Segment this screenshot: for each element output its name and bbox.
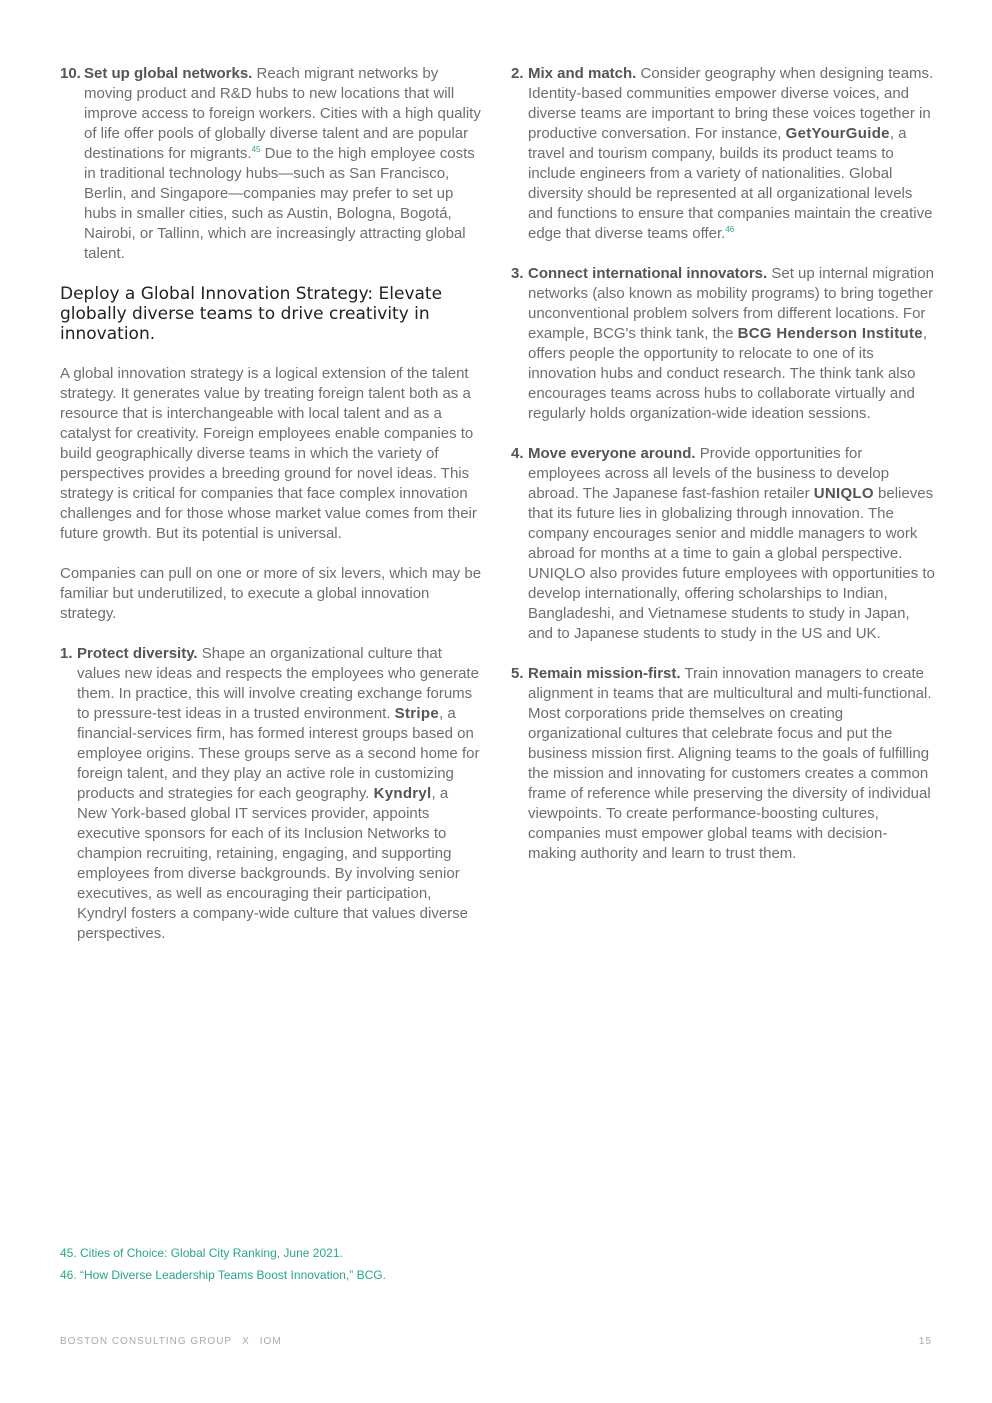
right-column	[511, 64, 935, 884]
item-number: 2.	[511, 65, 524, 82]
item-body	[77, 644, 482, 944]
item-text: , offers people the opportunity to relocate to one of its innovation hubs and conduct research. The think tank also encourages teams across hubs to collaborate virtually and regularly holds organization-wide ideation sessions.	[528, 325, 928, 422]
company-name: UNIQLO	[813, 485, 874, 502]
footer-publisher: BOSTON CONSULTING GROUP	[60, 1336, 233, 1347]
page-footer	[60, 1332, 932, 1352]
item-text: Set up internal migration networks (also known as mobility programs) to bring together unconventional problem solvers from different locations. For example, BCG's think tank, the	[528, 265, 934, 342]
footnotes	[60, 1245, 386, 1289]
item-text: , a New York-based global IT services provider, appoints executive sponsors for each of its Inclusion Networks to champion recruiting, retaining, engaging, and supporting employees from diverse backgrounds. By involving senior executives, as well as encouraging their participation, Kyndryl fosters a company-wide culture that values diverse perspectives.	[77, 785, 469, 942]
company-name: GetYourGuide	[785, 125, 890, 142]
item-number: 5.	[511, 665, 524, 682]
item-body	[528, 264, 935, 424]
item-lead: Move everyone around.	[528, 445, 696, 462]
footnote-ref-46[interactable]: 46	[725, 225, 735, 234]
list-item-10	[60, 64, 482, 264]
item-text: Due to the high employee costs in traditional technology hubs—such as San Francisco, Berlin, and Singapore—companies may prefer to set up hubs in smaller cities, such as Austin, Bologna, Bogotá, Nairobi, or Tallinn, which are increasingly attracting global talent.	[84, 145, 475, 262]
item-lead: Remain mission-first.	[528, 665, 681, 682]
item-text: Reach migrant networks by moving product and R&D hubs to new locations that will improve access to foreign workers. Cities with a high quality of life offer pools of globally diverse talent and are popular destinations for migrants.	[84, 65, 481, 162]
item-number: 1.	[60, 645, 73, 662]
footnote-ref-45[interactable]: 45	[251, 145, 261, 154]
item-text: , a financial-services firm, has formed interest groups based on employee origins. These groups serve as a second home for foreign talent, and they play an active role in customizing products and strategies for each geography.	[77, 705, 480, 802]
item-text: , a travel and tourism company, builds its product teams to include engineers from a variety of nationalities. Global diversity should be represented at all organizational levels and functions to ensure that companies maintain the creative edge that diverse teams offer.	[528, 125, 933, 242]
item-body	[528, 444, 935, 644]
item-lead: Mix and match.	[528, 65, 637, 82]
page-number: 15	[918, 1336, 932, 1347]
levers-paragraph: Companies can pull on one or more of six levers, which may be familiar but underutilized, to execute a global innovation strategy.	[60, 565, 482, 622]
item-text: Train innovation managers to create alignment in teams that are multicultural and multi-functional. Most corporations pride themselves on creating organizational cultures that celebrate focus and put the business mission first. Aligning teams to the goals of fulfilling the mission and innovating for customers creates a common frame of reference while preserving the diversity of individual viewpoints. To create performance-boosting cultures, companies must empower global teams with decision-making authority and learn to trust them.	[528, 665, 932, 862]
item-body	[528, 64, 935, 244]
item-text: Provide opportunities for employees across all levels of the business to develop abroad. The Japanese fast-fashion retailer	[528, 445, 890, 502]
list-item-1	[60, 644, 482, 944]
left-column	[60, 64, 482, 964]
item-number: 3.	[511, 265, 524, 282]
item-body	[84, 64, 482, 264]
footnote-46[interactable]: 46. “How Diverse Leadership Teams Boost Innovation,” BCG.	[60, 1268, 386, 1282]
list-item-3	[511, 264, 935, 424]
item-number: 10.	[60, 65, 81, 82]
intro-paragraph: A global innovation strategy is a logical extension of the talent strategy. It generates value by treating foreign talent both as a resource that is interchangeable with local talent and as a catalyst for creativity. Foreign employees enable companies to build geographically diverse teams in which the variety of perspectives provides a breeding ground for novel ideas. This strategy is critical for companies that face complex innovation challenges and for those whose market value comes from their future growth. But its potential is universal.	[60, 365, 477, 542]
footer-separator: X	[242, 1336, 250, 1347]
item-text: believes that its future lies in globalizing through innovation. The company encourages senior and middle managers to work abroad for months at a time to gain a global perspective. UNIQLO also provides future employees with opportunities to develop internationally, offering scholarships to Indian, Bangladeshi, and Vietnamese students to study in Japan, and to Japanese students to study in the US and UK.	[528, 485, 935, 642]
section-heading: Deploy a Global Innovation Strategy: Elevate globally diverse teams to drive creativity in innovation.	[60, 284, 443, 344]
list-item-4	[511, 444, 935, 644]
company-name: Kyndryl	[373, 785, 432, 802]
item-lead: Protect diversity.	[77, 645, 198, 662]
company-name: BCG Henderson Institute	[737, 325, 923, 342]
item-body	[528, 664, 935, 864]
list-item-5	[511, 664, 935, 864]
item-text: Shape an organizational culture that values new ideas and respects the employees who generate them. In practice, this will involve creating exchange forums to pressure-test ideas in a trusted environment.	[77, 645, 479, 722]
item-number: 4.	[511, 445, 524, 462]
footnote-45[interactable]: 45. Cities of Choice: Global City Ranking, June 2021.	[60, 1246, 343, 1260]
item-text: Consider geography when designing teams. Identity-based communities empower diverse voices, and diverse teams are important to bring these voices together in productive conversation. For instance,	[528, 65, 934, 142]
item-lead: Connect international innovators.	[528, 265, 768, 282]
footer-partner: IOM	[259, 1336, 282, 1347]
item-lead: Set up global networks.	[84, 65, 253, 82]
company-name: Stripe	[394, 705, 439, 722]
list-item-2	[511, 64, 935, 244]
